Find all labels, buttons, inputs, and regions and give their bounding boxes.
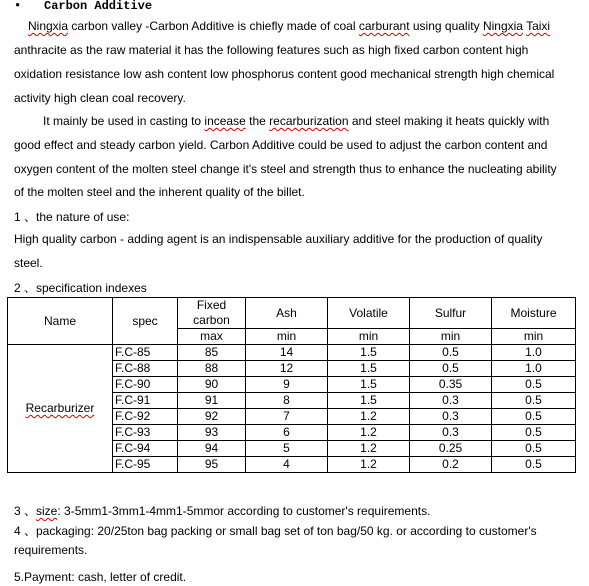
cell-volatile: 1.2: [328, 441, 410, 457]
para2-line-2: good effect and steady carbon yield. Carbon Additive could be used to adjust the carbon content and: [14, 138, 548, 152]
cell-moisture: 0.5: [492, 409, 576, 425]
section4-line-2: requirements.: [14, 543, 88, 557]
cell-spec: F.C-94: [113, 441, 178, 457]
section1-line-1: High quality carbon - adding agent is an indispensable auxiliary additive for the production of quality: [14, 232, 543, 246]
header-spec: spec: [113, 298, 178, 345]
cell-fixed: 93: [178, 425, 246, 441]
section1-line-2: steel.: [14, 256, 43, 270]
cell-ash: 6: [246, 425, 328, 441]
intro-line-2: anthracite as the raw material it has the following features such as high fixed carbon content high: [14, 43, 529, 57]
cell-sulfur: 0.5: [410, 345, 492, 361]
section4-line-1: 4 、packaging: 20/25ton bag packing or small bag set of ton bag/50 kg. or according to customer's: [14, 524, 537, 538]
cell-ash: 14: [246, 345, 328, 361]
cell-fixed: 95: [178, 457, 246, 473]
cell-sulfur: 0.5: [410, 361, 492, 377]
table-header-row: [8, 298, 576, 329]
cell-volatile: 1.5: [328, 345, 410, 361]
unit-moisture: min: [492, 329, 576, 345]
cell-ash: 8: [246, 393, 328, 409]
cell-volatile: 1.2: [328, 457, 410, 473]
section2-heading: 2 、specification indexes: [14, 281, 147, 295]
intro-line-4: activity high clean coal recovery.: [14, 91, 186, 105]
cell-volatile: 1.5: [328, 377, 410, 393]
cell-sulfur: 0.3: [410, 393, 492, 409]
cell-fixed: 88: [178, 361, 246, 377]
cell-volatile: 1.2: [328, 425, 410, 441]
title-text: Carbon Additive: [44, 0, 153, 13]
bullet-icon: •: [14, 0, 22, 13]
cell-sulfur: 0.2: [410, 457, 492, 473]
section1-heading: 1 、the nature of use:: [14, 210, 130, 224]
intro-line-1: Ningxia carbon valley -Carbon Additive is chiefly made of coal carburant using quality Ningxia Taixi: [28, 19, 551, 33]
cell-moisture: 0.5: [492, 377, 576, 393]
header-name: Name: [8, 298, 113, 345]
cell-ash: 7: [246, 409, 328, 425]
cell-fixed: 94: [178, 441, 246, 457]
cell-fixed: 91: [178, 393, 246, 409]
header-ash: Ash: [246, 298, 328, 329]
unit-fixed: max: [178, 329, 246, 345]
unit-volatile: min: [328, 329, 410, 345]
cell-moisture: 0.5: [492, 457, 576, 473]
header-sulfur: Sulfur: [410, 298, 492, 329]
cell-ash: 5: [246, 441, 328, 457]
intro-line-3: oxidation resistance low ash content low phosphorus content good mechanical strength high chemical: [14, 67, 555, 81]
cell-spec: F.C-90: [113, 377, 178, 393]
cell-sulfur: 0.25: [410, 441, 492, 457]
cell-fixed: 92: [178, 409, 246, 425]
cell-volatile: 1.5: [328, 393, 410, 409]
cell-spec: F.C-85: [113, 345, 178, 361]
cell-fixed: 85: [178, 345, 246, 361]
cell-fixed: 90: [178, 377, 246, 393]
cell-spec: F.C-93: [113, 425, 178, 441]
cell-ash: 12: [246, 361, 328, 377]
cell-moisture: 0.5: [492, 441, 576, 457]
cell-volatile: 1.2: [328, 409, 410, 425]
unit-sulfur: min: [410, 329, 492, 345]
spec-table: [7, 297, 576, 473]
header-volatile: Volatile: [328, 298, 410, 329]
section5-line: 5.Payment: cash, letter of credit.: [14, 570, 187, 584]
cell-spec: F.C-91: [113, 393, 178, 409]
cell-moisture: 1.0: [492, 361, 576, 377]
unit-ash: min: [246, 329, 328, 345]
cell-moisture: 0.5: [492, 425, 576, 441]
para2-line-3: oxygen content of the molten steel change it's steel and strength thus to enhance the nucleating ability: [14, 162, 557, 176]
para2-line-4: of the molten steel and the inherent quality of the billet.: [14, 185, 305, 199]
cell-volatile: 1.5: [328, 361, 410, 377]
cell-sulfur: 0.3: [410, 409, 492, 425]
document-title: [14, 0, 152, 13]
para2-line-1: It mainly be used in casting to incease the recarburization and steel making it heats quickly with: [43, 114, 550, 128]
cell-spec: F.C-88: [113, 361, 178, 377]
cell-spec: F.C-92: [113, 409, 178, 425]
cell-ash: 9: [246, 377, 328, 393]
header-moisture: Moisture: [492, 298, 576, 329]
cell-spec: F.C-95: [113, 457, 178, 473]
cell-sulfur: 0.35: [410, 377, 492, 393]
section3-line: 3 、size: 3-5mm1-3mm1-4mm1-5mmor according to customer's requirements.: [14, 504, 431, 518]
product-name-cell: Recarburizer: [8, 345, 113, 473]
cell-moisture: 0.5: [492, 393, 576, 409]
cell-ash: 4: [246, 457, 328, 473]
cell-sulfur: 0.3: [410, 425, 492, 441]
cell-moisture: 1.0: [492, 345, 576, 361]
header-fixed-carbon: Fixed carbon: [178, 298, 246, 329]
table-row: [8, 345, 576, 361]
